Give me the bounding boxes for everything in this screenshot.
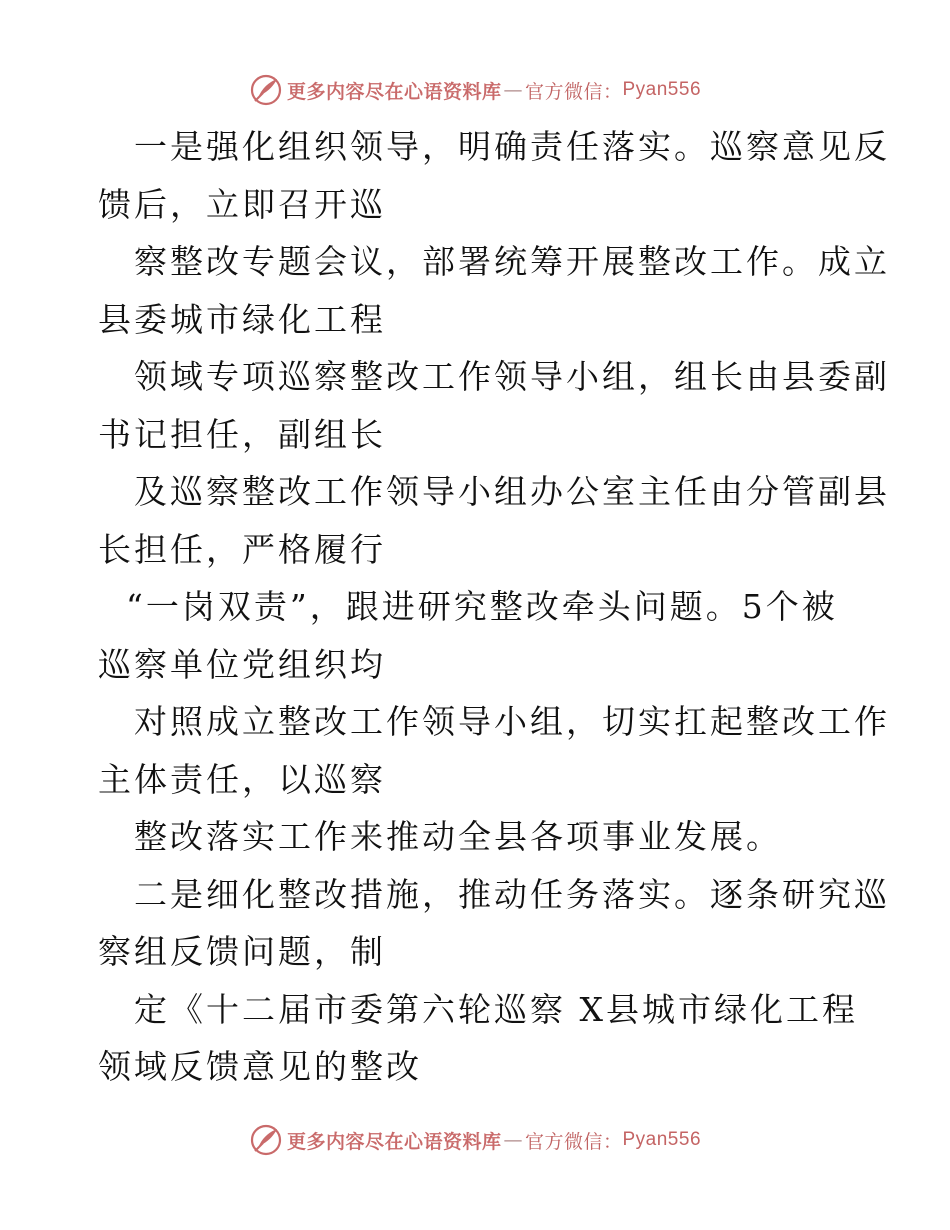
text-line: 书记担任，副组长 <box>98 414 386 454</box>
text-line: 长担任，严格履行 <box>98 529 386 569</box>
text-line: 定《十二届市委第六轮巡察 X县城市绿化工程 <box>134 989 858 1029</box>
text-line: 对照成立整改工作领导小组，切实扛起整改工作 <box>134 702 890 741</box>
wechat-label: 官方微信： <box>524 80 623 103</box>
wechat-id: Pyan556 <box>622 79 702 100</box>
text-line: 一是强化组织领导，明确责任落实。巡察意见反 <box>134 127 890 166</box>
text-line: “一岗双责”，跟进研究整改牵头问题。5个被 <box>126 587 838 626</box>
text-line: 馈后，立即召开巡 <box>98 184 386 224</box>
text-line: 整改落实工作来推动全县各项事业发展。 <box>134 817 782 856</box>
footer-banner <box>0 1120 950 1160</box>
text-line: 及巡察整改工作领导小组办公室主任由分管副县 <box>134 472 890 511</box>
banner-separator: — <box>503 1129 523 1151</box>
header-banner <box>0 70 950 110</box>
text-line: 察组反馈问题，制 <box>98 932 386 971</box>
banner-separator: — <box>503 79 523 101</box>
feather-quill-logo-icon <box>249 73 283 107</box>
brand-name: 更多内容尽在心语资料库 <box>286 80 502 103</box>
text-line: 主体责任，以巡察 <box>98 759 386 799</box>
text-line: 领域反馈意见的整改 <box>98 1047 422 1086</box>
text-line: 察整改专题会议，部署统筹开展整改工作。成立 <box>134 242 890 281</box>
wechat-id: Pyan556 <box>622 1129 702 1150</box>
text-line: 巡察单位党组织均 <box>98 644 386 684</box>
feather-quill-logo-icon <box>249 1123 283 1157</box>
document-body <box>98 118 890 1096</box>
text-line: 二是细化整改措施，推动任务落实。逐条研究巡 <box>134 874 890 914</box>
wechat-label: 官方微信： <box>524 1130 623 1153</box>
text-line: 领域专项巡察整改工作领导小组，组长由县委副 <box>134 357 890 396</box>
brand-name: 更多内容尽在心语资料库 <box>286 1130 502 1153</box>
text-line: 县委城市绿化工程 <box>98 299 386 339</box>
